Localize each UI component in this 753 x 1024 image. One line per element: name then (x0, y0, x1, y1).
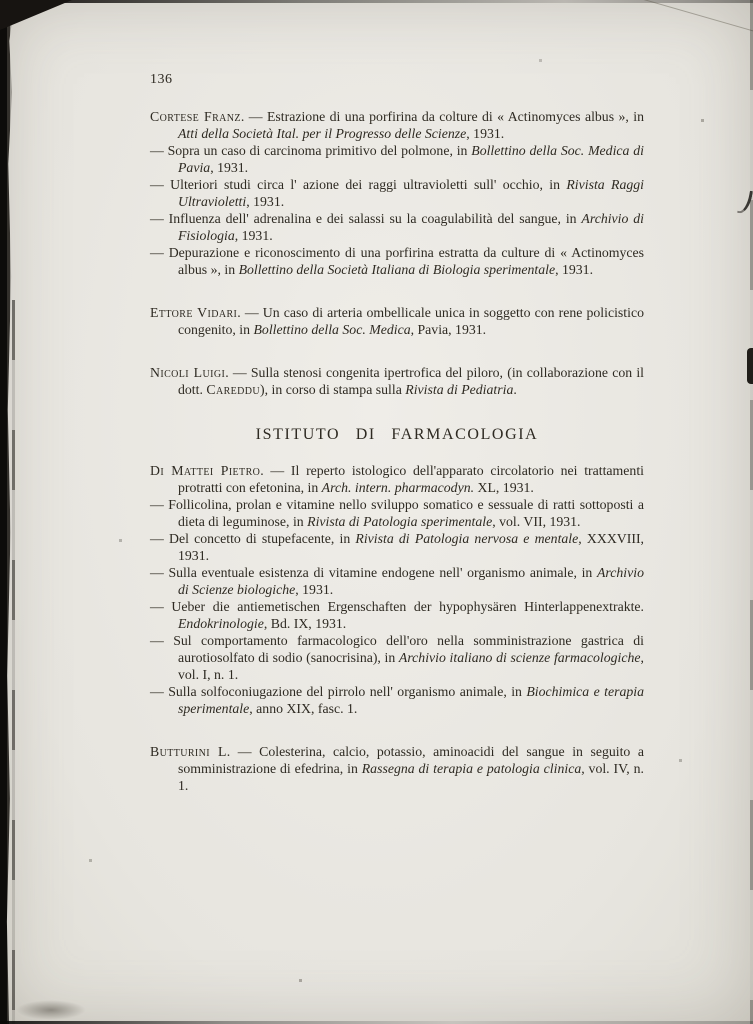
entry-text: — Sopra un caso di carcinoma primitivo del polmone, in (150, 143, 472, 158)
scan-specks (0, 0, 1, 1)
entry-text: . — Colesterina, calcio, potassio, aminoacidi del sangue in seguito a somministrazione di efedrina, in (178, 744, 644, 776)
section-heading: ISTITUTO DI FARMACOLOGIA (255, 426, 539, 443)
bibliography-entry (150, 632, 644, 683)
entry-text: — Follicolina, prolan e vitamine nello sviluppo somatico e sessuale di ratti sottoposti a dieta di leguminose, in (150, 497, 644, 529)
bibliography-entry (150, 598, 644, 632)
work-title: Bollettino della Soc. Medica (253, 322, 411, 337)
scan-left-binding-line (12, 300, 15, 1024)
entry-text: XL, 1931. (474, 480, 534, 495)
entry-text: , Pavia, 1931. (410, 322, 487, 337)
bibliography-entry (150, 210, 644, 244)
entry-text: — Sulla solfoconiugazione del pirrolo nell' organismo animale, in (150, 684, 527, 699)
work-title: Biochimica e terapia sperimentale (178, 684, 644, 716)
entry-text: , XXXVIII, 1931. (178, 531, 644, 563)
entry-text: — Del concetto di stupefacente, in (150, 531, 356, 546)
work-title: Archivio di Fisiologia (178, 211, 644, 243)
work-title: Atti della Società Ital. per il Progresso delle Scienze (178, 126, 467, 141)
work-title: Archivio di Scienze biologiche (178, 565, 644, 597)
page-content (150, 72, 644, 794)
scan-fold-line (624, 0, 753, 36)
bibliography-entry (150, 364, 644, 398)
entry-text: , vol. VII, 1931. (492, 514, 581, 529)
work-title: Bollettino della Soc. Medica di Pavia (178, 143, 644, 175)
bibliography-entry (150, 142, 644, 176)
bibliography-entry (150, 244, 644, 278)
work-title: Rivista di Pediatria (405, 382, 514, 397)
entry-text: — Ulteriori studi circa l' azione dei raggi ultravioletti sull' occhio, in (150, 177, 567, 192)
bibliography-entry (150, 564, 644, 598)
bibliography-entry (150, 530, 644, 564)
author-name: Careddu (206, 382, 261, 397)
author-name: Ettore Vidari (150, 305, 238, 320)
work-title: Endokrinologie (178, 616, 264, 631)
entry-text: , 1931. (246, 194, 285, 209)
entry-text: . — Sulla stenosi congenita ipertrofica del piloro, (in collaborazione con il dott. (178, 365, 645, 397)
work-title: Rivista Raggi Ultravioletti (178, 177, 644, 209)
entry-text: ), in corso di stampa sulla (260, 382, 406, 397)
scan-corner-shadow (0, 0, 72, 30)
bibliography-entry (150, 683, 644, 717)
bibliography-entry (150, 176, 644, 210)
bibliography-entry (150, 304, 644, 338)
scan-top-edge (0, 0, 753, 3)
scan-smudge (16, 1000, 86, 1020)
entry-text: — Sul comportamento farmacologico dell'oro nella somministrazione gastrica di aurotiosolfato di sodio (sanocrisina), in (150, 633, 644, 665)
entry-text: . — Un caso di arteria ombellicale unica in soggetto con rene policistico congenito, in (178, 305, 644, 337)
entry-text: , vol. I, n. 1. (178, 650, 644, 682)
bibliography (150, 108, 644, 794)
author-name: Di Mattei Pietro (150, 463, 261, 478)
entry-text: , 1931. (234, 228, 273, 243)
entry-text: — Ueber die antiemetischen Ergenschaften der hypophysären Hinterlappenextrakte. (150, 599, 644, 614)
work-title: Bollettino della Società Italiana di Biologia sperimentale (238, 262, 556, 277)
work-title: Archivio italiano di scienze farmacologiche (398, 650, 641, 665)
work-title: Rassegna di terapia e patologia clinica (361, 761, 582, 776)
work-title: Arch. intern. pharmacodyn. (321, 480, 475, 495)
author-name: Nicoli Luigi (150, 365, 226, 380)
bibliography-entry (150, 743, 644, 794)
entry-text: , 1931. (466, 126, 505, 141)
entry-text: — Sulla eventuale esistenza di vitamine endogene nell' organismo animale, in (150, 565, 597, 580)
bibliography-entry (150, 108, 644, 142)
entry-text: — Influenza dell' adrenalina e dei salassi su la coagulabilità del sangue, in (150, 211, 582, 226)
entry-text: . — Estrazione di una porfirina da colture di « Actinomyces albus », in (240, 109, 644, 124)
entry-text: . — Il reperto istologico dell'apparato circolatorio nei trattamenti protratti con efetonina, in (178, 463, 644, 495)
entry-text: , 1931. (555, 262, 594, 277)
page-number: 136 (150, 72, 173, 87)
bibliography-entry (150, 496, 644, 530)
entry-text: , Bd. IX, 1931. (263, 616, 347, 631)
author-name: Butturini L (150, 744, 227, 759)
work-title: Rivista di Patologia sperimentale (307, 514, 493, 529)
entry-text: , vol. IV, n. 1. (178, 761, 644, 793)
entry-text: , 1931. (295, 582, 334, 597)
entry-text: — Depurazione e riconoscimento di una porfirina estratta da culture di « Actinomyces albus », in (150, 245, 644, 277)
work-title: Rivista di Patologia nervosa e mentale (355, 531, 579, 546)
author-name: Cortese Franz (150, 109, 241, 124)
entry-text: , anno XIX, fasc. 1. (249, 701, 358, 716)
entry-text: . (513, 382, 517, 397)
bibliography-entry (150, 462, 644, 496)
entry-text: , 1931. (210, 160, 249, 175)
